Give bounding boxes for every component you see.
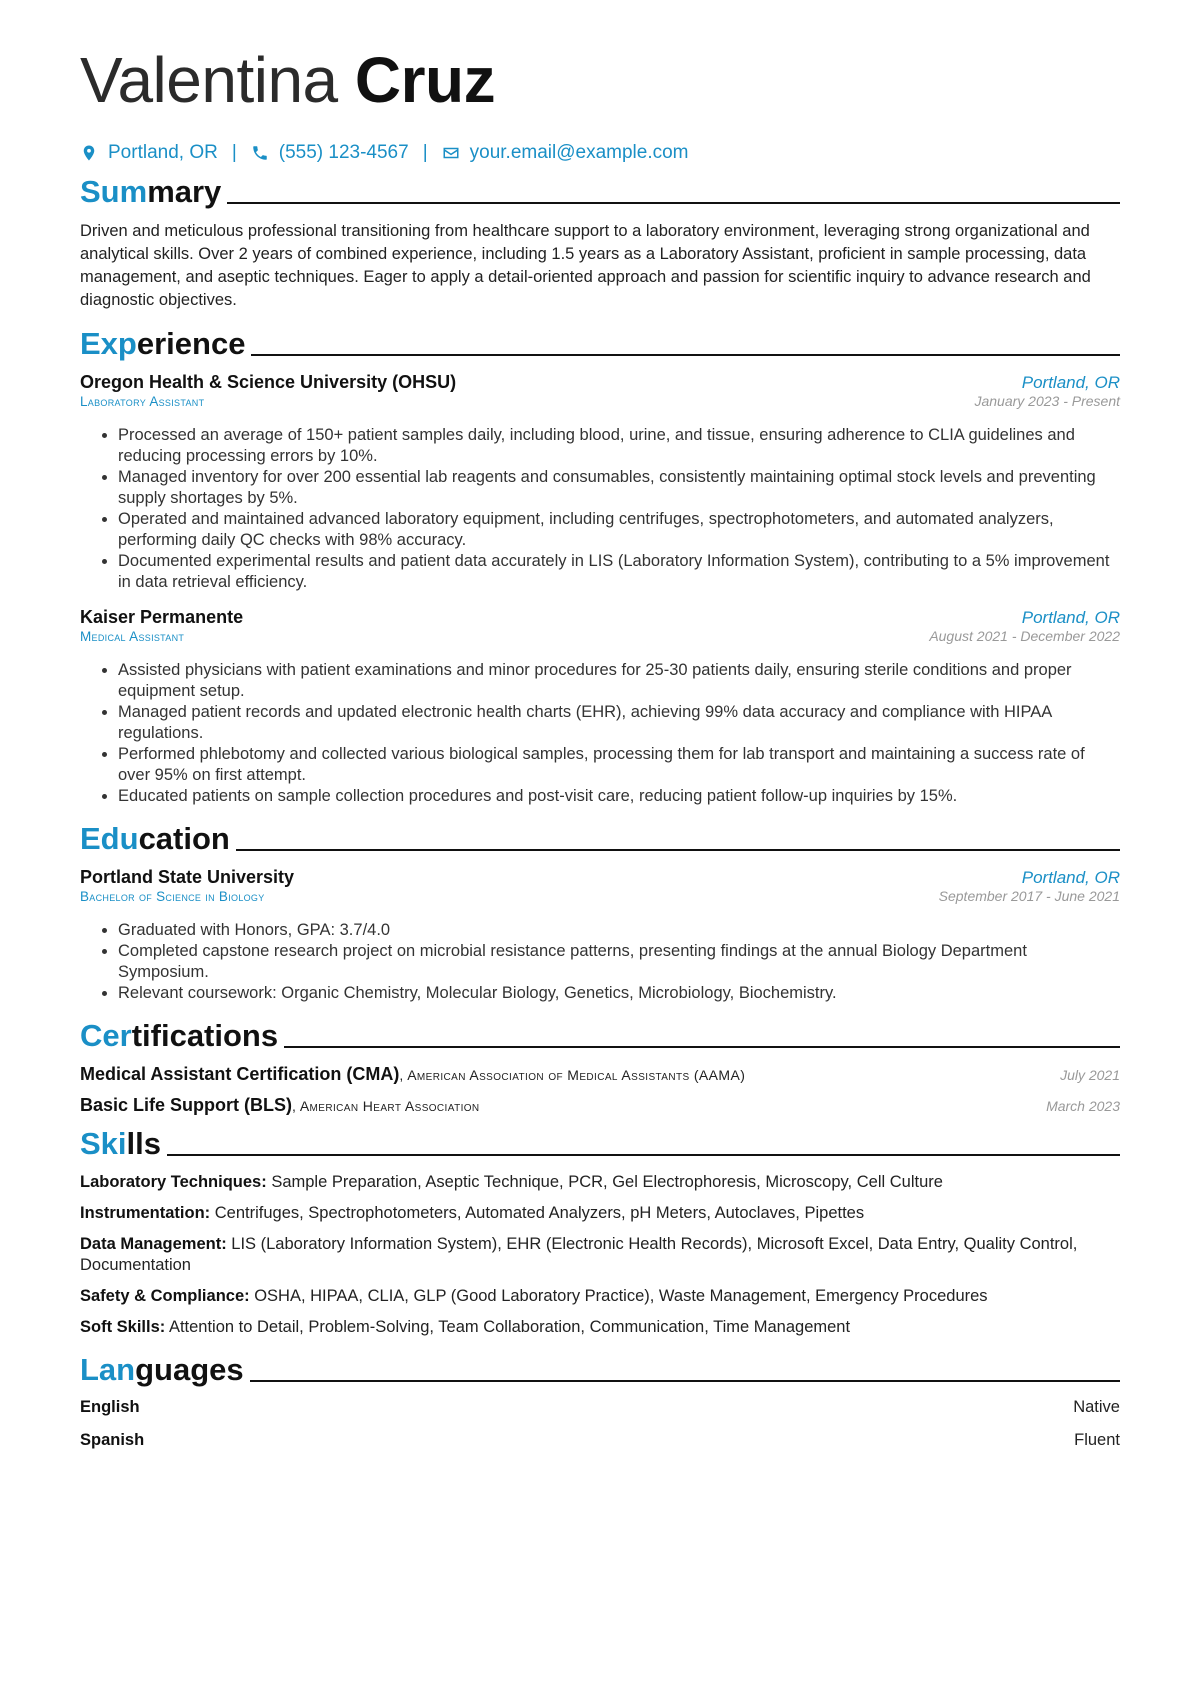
list-item: • Managed inventory for over 200 essential lab reagents and consumables, consistently maintaining optimal stock levels and preventing supply shortages by 5%. xyxy=(118,467,1120,509)
section-title: Experience xyxy=(80,326,246,361)
list-item: • Processed an average of 150+ patient samples daily, including blood, urine, and tissue, ensuring adherence to CLIA guidelines and reducing processing errors by 10%. xyxy=(118,425,1120,467)
contact-phone[interactable] xyxy=(251,142,409,164)
certifications-section xyxy=(80,1018,1120,1116)
section-rule xyxy=(236,849,1120,851)
language-name: English xyxy=(80,1398,140,1416)
section-heading xyxy=(80,1126,1120,1162)
first-name: Valentina xyxy=(80,44,338,116)
employer-name: Kaiser Permanente xyxy=(80,607,244,627)
contact-email[interactable] xyxy=(442,142,689,164)
bullet-list xyxy=(80,660,1120,807)
experience-section xyxy=(80,326,1120,807)
employer-location: Portland, OR xyxy=(1021,608,1120,627)
skill-label: Data Management: xyxy=(80,1235,227,1253)
location-text: Portland, OR xyxy=(108,142,218,163)
skill-group xyxy=(80,1234,1120,1276)
skill-label: Instrumentation: xyxy=(80,1204,211,1222)
list-item: • Graduated with Honors, GPA: 3.7/4.0 xyxy=(118,920,1120,941)
language-item xyxy=(80,1431,1120,1450)
email-text: your.email@example.com xyxy=(469,142,689,163)
skill-value: Sample Preparation, Aseptic Technique, PCR, Gel Electrophoresis, Microscopy, Cell Culture xyxy=(266,1173,943,1191)
bullet-list xyxy=(80,920,1120,1004)
cert-issuer: , American Heart Association xyxy=(292,1098,480,1114)
list-item: • Completed capstone research project on microbial resistance patterns, presenting findings at the annual Biology Department Symposium. xyxy=(118,941,1120,983)
section-title: Summary xyxy=(80,174,222,209)
phone-text: (555) 123-4567 xyxy=(278,142,409,163)
certification-item xyxy=(80,1095,1120,1116)
section-heading xyxy=(80,1352,1120,1388)
skill-group xyxy=(80,1286,1120,1307)
list-item: • Assisted physicians with patient examinations and minor procedures for 25-30 patients daily, ensuring sterile conditions and proper equipment setup. xyxy=(118,660,1120,702)
summary-text: Driven and meticulous professional transitioning from healthcare support to a laboratory environment, leveraging strong organizational and analytical skills. Over 2 years of combined experience, including 1.5 years as a Laboratory Assistant, proficient in sample processing, data management, and aseptic techniques. Eager to apply a detail-oriented approach and passion for scientific inquiry to advance research and diagnostic objectives. xyxy=(80,222,1091,309)
degree: Bachelor of Science in Biology xyxy=(80,889,265,904)
experience-entry xyxy=(80,607,1120,807)
section-title: Languages xyxy=(80,1352,244,1387)
skill-label: Safety & Compliance: xyxy=(80,1287,250,1305)
skill-value: OSHA, HIPAA, CLIA, GLP (Good Laboratory Practice), Waste Management, Emergency Procedures xyxy=(249,1287,988,1305)
section-rule xyxy=(284,1046,1120,1048)
study-dates: September 2017 - June 2021 xyxy=(938,888,1120,904)
skill-label: Soft Skills: xyxy=(80,1318,166,1336)
summary-section xyxy=(80,174,1120,312)
section-rule xyxy=(167,1154,1120,1156)
job-dates: January 2023 - Present xyxy=(974,393,1120,409)
contact-location xyxy=(80,142,218,164)
section-title: Certifications xyxy=(80,1018,279,1053)
bullet-list xyxy=(80,425,1120,593)
skill-value: Centrifuges, Spectrophotometers, Automated Analyzers, pH Meters, Autoclaves, Pipettes xyxy=(210,1204,865,1222)
list-item: • Performed phlebotomy and collected various biological samples, processing them for lab transport and maintaining a success rate of over 95% on first attempt. xyxy=(118,744,1120,786)
job-title: Laboratory Assistant xyxy=(80,394,205,409)
language-level: Native xyxy=(1073,1398,1120,1416)
section-title: Skills xyxy=(80,1126,161,1161)
section-heading xyxy=(80,1018,1120,1054)
envelope-icon xyxy=(442,144,460,162)
cert-name: Medical Assistant Certification (CMA) xyxy=(80,1064,400,1084)
last-name: Cruz xyxy=(354,44,496,116)
experience-entry xyxy=(80,372,1120,593)
section-heading xyxy=(80,326,1120,362)
cert-date: July 2021 xyxy=(1060,1067,1120,1083)
phone-icon xyxy=(251,144,269,162)
skill-group xyxy=(80,1203,1120,1224)
skill-group xyxy=(80,1172,1120,1193)
contact-separator: | xyxy=(231,142,237,163)
education-section xyxy=(80,821,1120,1004)
cert-issuer: , American Association of Medical Assistants (AAMA) xyxy=(399,1067,746,1083)
skill-value: Attention to Detail, Problem-Solving, Team Collaboration, Communication, Time Management xyxy=(165,1318,851,1336)
job-dates: August 2021 - December 2022 xyxy=(929,628,1120,644)
section-rule xyxy=(250,1380,1120,1382)
skills-section xyxy=(80,1126,1120,1338)
job-title: Medical Assistant xyxy=(80,629,185,644)
language-item xyxy=(80,1398,1120,1417)
list-item: • Educated patients on sample collection procedures and post-visit care, reducing patient follow-up inquiries by 15%. xyxy=(118,786,1120,807)
school-location: Portland, OR xyxy=(1021,868,1120,887)
candidate-name xyxy=(80,40,1120,120)
section-rule xyxy=(227,202,1120,204)
section-rule xyxy=(251,354,1120,356)
employer-location: Portland, OR xyxy=(1021,373,1120,392)
cert-name: Basic Life Support (BLS) xyxy=(80,1095,293,1115)
list-item: • Operated and maintained advanced laboratory equipment, including centrifuges, spectrophotometers, and automated analyzers, performing daily QC checks with 98% accuracy. xyxy=(118,509,1120,551)
section-heading xyxy=(80,821,1120,857)
skill-value: LIS (Laboratory Information System), EHR (Electronic Health Records), Microsoft Excel, Data Entry, Quality Control, Documentation xyxy=(80,1235,1078,1274)
language-level: Fluent xyxy=(1074,1431,1120,1449)
language-name: Spanish xyxy=(80,1431,145,1449)
employer-name: Oregon Health & Science University (OHSU) xyxy=(80,372,457,392)
list-item: • Managed patient records and updated electronic health charts (EHR), achieving 99% data accuracy and compliance with HIPAA regulations. xyxy=(118,702,1120,744)
skill-group xyxy=(80,1317,1120,1338)
contact-bar xyxy=(80,142,1120,164)
school-name: Portland State University xyxy=(80,867,295,887)
education-entry xyxy=(80,867,1120,1004)
list-item: • Documented experimental results and patient data accurately in LIS (Laboratory Information System), contributing to a 5% improvement in data retrieval efficiency. xyxy=(118,551,1120,593)
cert-date: March 2023 xyxy=(1046,1098,1120,1114)
contact-separator: | xyxy=(422,142,428,163)
skill-label: Laboratory Techniques: xyxy=(80,1173,267,1191)
list-item: • Relevant coursework: Organic Chemistry, Molecular Biology, Genetics, Microbiology, Biochemistry. xyxy=(118,983,1120,1004)
section-title: Education xyxy=(80,821,230,856)
languages-section xyxy=(80,1352,1120,1450)
section-heading xyxy=(80,174,1120,210)
certification-item xyxy=(80,1064,1120,1085)
map-pin-icon xyxy=(80,144,98,162)
